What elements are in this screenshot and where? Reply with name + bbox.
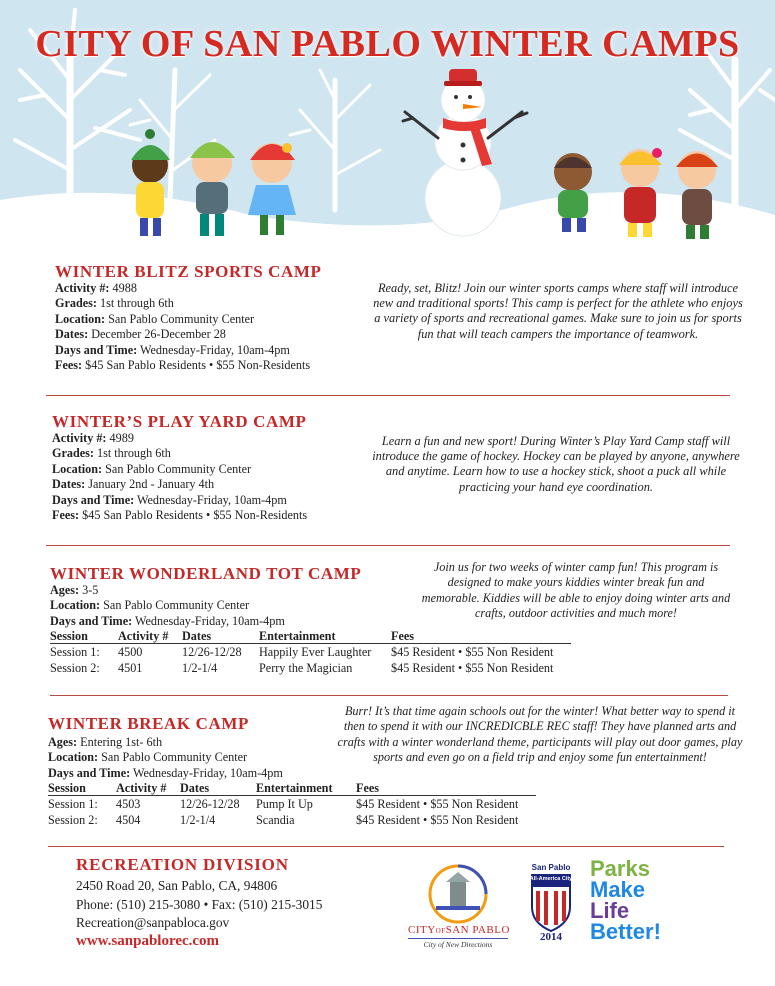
detail-row: Location: San Pablo Community Center — [55, 311, 255, 326]
detail-row: Dates: December 26-December 28 — [55, 327, 226, 342]
camp-title-break: WINTER BREAK CAMP — [48, 714, 249, 733]
detail-row: Fees: $45 San Pablo Residents • $55 Non-Residents — [52, 508, 308, 523]
camp-title-blitz: WINTER BLITZ SPORTS CAMP — [55, 262, 322, 281]
footer-phone: Phone: (510) 215-3080 • Fax: (510) 215-3015 — [76, 897, 323, 912]
detail-row: Dates: January 2nd - January 4th — [52, 477, 215, 492]
better-word: Better! — [590, 919, 661, 944]
section-divider — [50, 695, 728, 696]
camp-description-play-yard: Learn a fun and new sport! During Winter’s Play Yard Camp staff will introduce the game of hockey. Hockey can be played by anyone, anywhere and anytime. Learn how to use a hockey stick, shoot a puck all while practicing your hand eye coordination. — [372, 434, 740, 494]
table-header-row: Session Activity # Dates Entertainment Fees — [50, 629, 571, 644]
detail-row: Days and Time: Wednesday-Friday, 10am-4pm — [52, 492, 287, 507]
camp-title-tot: WINTER WONDERLAND TOT CAMP — [50, 564, 362, 583]
detail-row: Grades: 1st through 6th — [55, 296, 174, 311]
detail-row: Ages: Entering 1st- 6th — [48, 735, 163, 749]
footer-email[interactable]: Recreation@sanpabloca.gov — [76, 915, 230, 930]
detail-row: Activity #: 4989 — [52, 431, 134, 445]
table-row: Session 2: 4504 1/2-1/4 Scandia $45 Resident • $55 Non Resident — [48, 813, 519, 827]
detail-row: Fees: $45 San Pablo Residents • $55 Non-Residents — [55, 358, 311, 373]
detail-row: Location: San Pablo Community Center — [50, 598, 250, 613]
parks-word: Parks — [590, 856, 650, 881]
camp-details-break — [48, 735, 348, 781]
footer-division-title: RECREATION DIVISION — [76, 855, 289, 874]
section-divider — [46, 545, 730, 546]
badge-name-text: All-America City — [529, 876, 573, 882]
camp-title-play-yard: WINTER’S PLAY YARD CAMP — [52, 412, 307, 431]
city-logo-word-name: SAN PABLO — [445, 924, 510, 936]
camp-details-play-yard — [52, 431, 372, 523]
camp-details-blitz — [55, 281, 375, 373]
camp-description-tot: Join us for two weeks of winter camp fun! This program is designed to make yours kiddies winter break fun and memorable. Kiddies will be able to enjoy doing winter arts and crafts, outdoor activities and much more! — [421, 560, 731, 621]
footer-website-link[interactable]: www.sanpablorec.com — [76, 933, 220, 949]
detail-row: Grades: 1st through 6th — [52, 446, 171, 461]
make-word: Make — [590, 877, 646, 902]
badge-top-text: San Pablo — [531, 863, 571, 872]
detail-row: Days and Time: Wednesday-Friday, 10am-4pm — [48, 765, 283, 780]
badge-year-text: 2014 — [540, 931, 562, 943]
parks-make-life-better-logo — [590, 858, 685, 953]
city-logo-word-city: CITY — [408, 924, 436, 936]
detail-row: Days and Time: Wednesday-Friday, 10am-4pm — [50, 613, 285, 628]
life-word: Life — [590, 898, 630, 923]
camp-description-blitz: Ready, set, Blitz! Join our winter sports camps where staff will introduce new and traditional sports! This camp is perfect for the athlete who enjoys a variety of sports and recreational games. Make sure to join us for sports fun that will teach campers the importance of teamwork. — [373, 281, 743, 341]
detail-row: Days and Time: Wednesday-Friday, 10am-4pm — [55, 342, 290, 357]
section-divider — [48, 846, 724, 847]
detail-row: Activity #: 4988 — [55, 281, 137, 295]
session-table-break — [48, 781, 536, 828]
city-logo-word-of: OF — [435, 927, 446, 935]
section-divider — [46, 395, 730, 396]
table-row: Session 2: 4501 1/2-1/4 Perry the Magician $45 Resident • $55 Non Resident — [50, 661, 554, 675]
session-table-tot — [50, 629, 571, 676]
table-row: Session 1: 4500 12/26-12/28 Happily Ever Laughter $45 Resident • $55 Non Resident — [50, 645, 554, 659]
detail-row: Location: San Pablo Community Center — [52, 461, 252, 476]
detail-row: Ages: 3-5 — [50, 583, 99, 597]
detail-row: Location: San Pablo Community Center — [48, 750, 248, 765]
city-logo-tagline: City of New Directions — [423, 940, 493, 949]
table-header-row: Session Activity # Dates Entertainment Fees — [48, 781, 536, 796]
table-row: Session 1: 4503 12/26-12/28 Pump It Up $45 Resident • $55 Non Resident — [48, 797, 519, 811]
camp-description-break: Burr! It’s that time again schools out for the winter! What better way to spend it then to spend it with our INCREDICBLE REC staff! They have planned arts and crafts with a winter wonderland theme, participants will play out door games, play sports and even go on a field trip and enjoy some fun entertainment! — [337, 704, 743, 765]
city-of-san-pablo-logo — [406, 860, 510, 952]
hero-illustration — [0, 0, 775, 258]
kids-right-icon — [554, 148, 718, 239]
shield-icon — [526, 873, 576, 933]
page-title: CITY OF SAN PABLO WINTER CAMPS — [35, 23, 740, 65]
camp-details-tot — [50, 583, 380, 629]
footer-address: 2450 Road 20, San Pablo, CA, 94806 — [76, 878, 278, 893]
city-seal-icon — [406, 860, 510, 930]
all-america-city-badge — [526, 863, 576, 945]
